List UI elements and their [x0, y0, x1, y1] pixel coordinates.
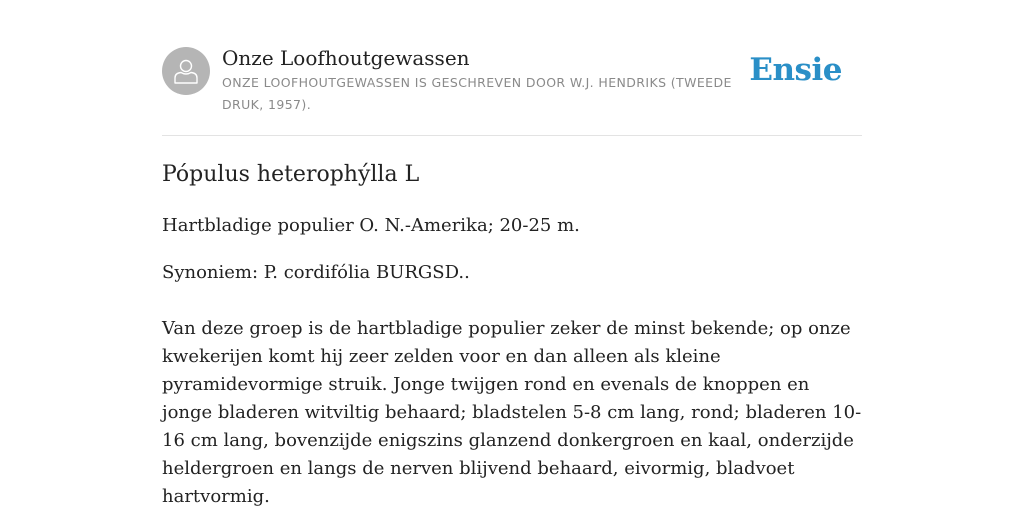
ensie-logo[interactable]: Ensie	[749, 52, 842, 88]
source-description: ONZE LOOFHOUTGEWASSEN IS GESCHREVEN DOOR W.J. HENDRIKS (TWEEDE DRUK, 1957).	[222, 75, 732, 112]
entry-title: Pópulus heterophýlla L	[162, 162, 420, 187]
user-avatar-icon	[162, 47, 210, 95]
source-title[interactable]: Onze Loofhoutgewassen	[222, 46, 470, 70]
person-outline-icon	[174, 58, 198, 84]
entry-paragraph: Van deze groep is de hartbladige populier zeker de minst bekende; op onze kwekerijen komt hij zeer zelden voor en dan alleen als kleine pyramidevormige struik. Jonge twijgen rond en evenals de knoppen en jonge bladeren witviltig behaard; bladstelen 5-8 cm lang, rond; bladeren 10-16 cm lang, bovenzijde enigszins glanzend donkergroen en kaal, onderzijde heldergroen en langs de nerven blijvend behaard, eivormig, bladvoet hartvormig.	[162, 318, 862, 507]
entry-paragraph: Synoniem: P. cordifólia BURGSD..	[162, 262, 470, 283]
entry-paragraph: Hartbladige populier O. N.-Amerika; 20-25 m.	[162, 215, 580, 236]
source-header	[162, 45, 862, 136]
